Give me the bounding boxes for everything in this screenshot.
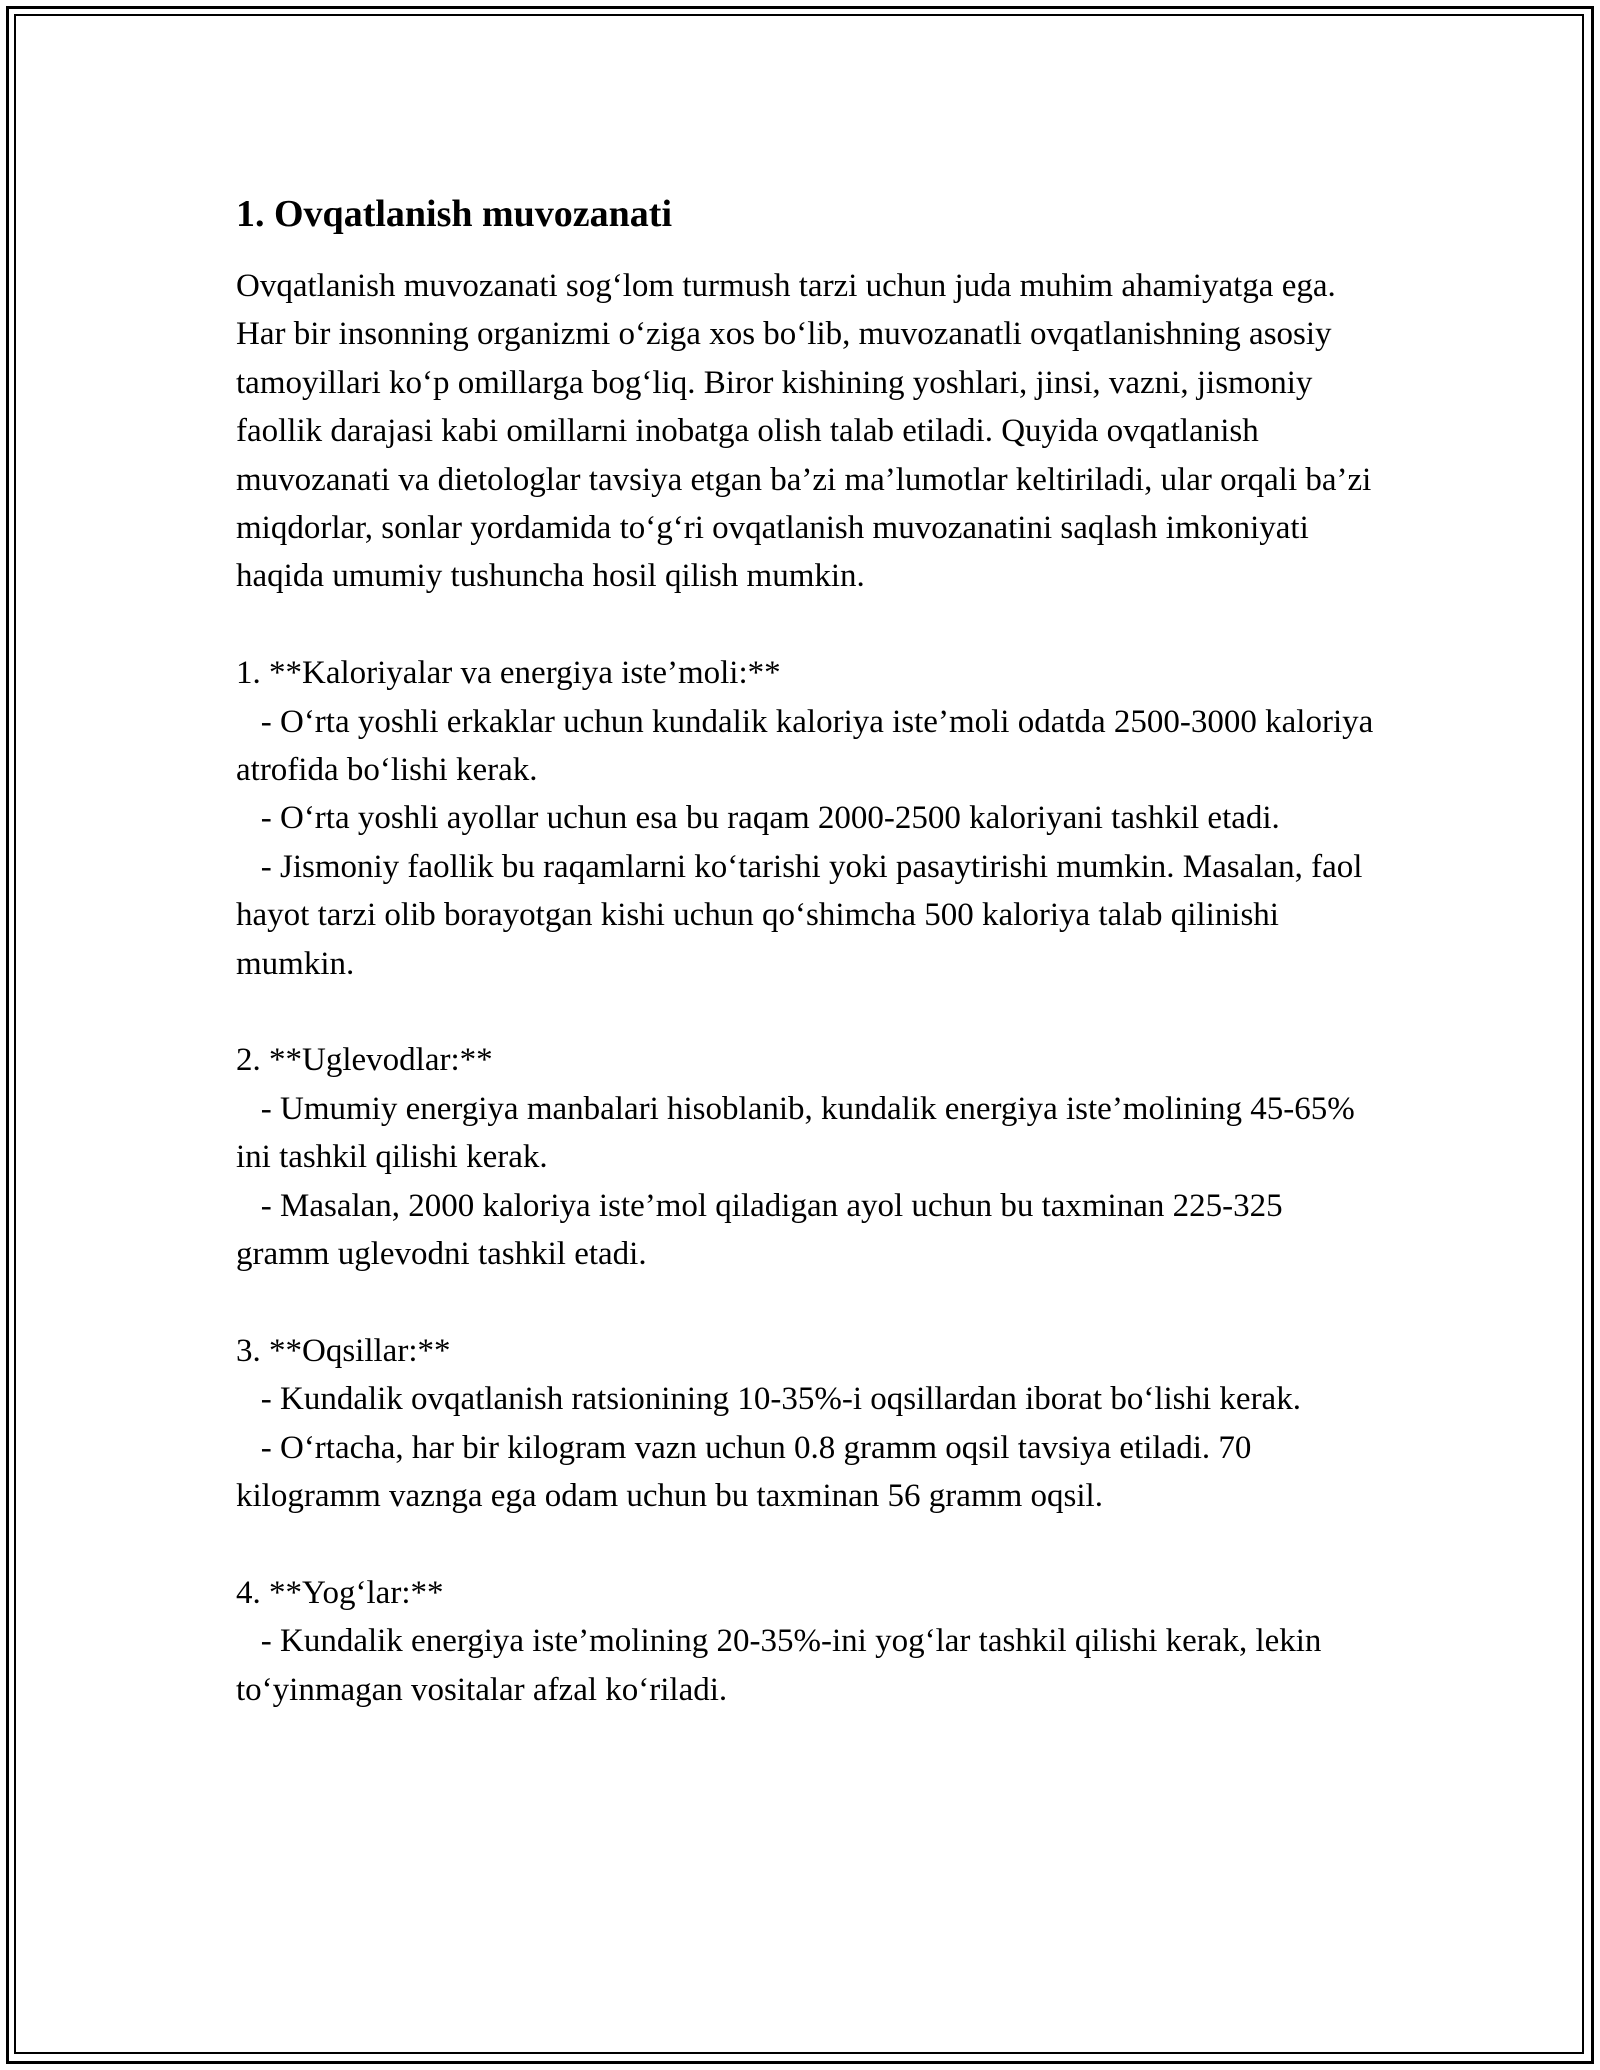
spacer <box>236 1279 1376 1327</box>
list-item: - Kundalik ovqatlanish ratsionining 10-35%-i oqsillardan iborat bo‘lishi kerak. <box>236 1381 1301 1418</box>
section-carbohydrates <box>236 1036 1376 1278</box>
intro-paragraph: Ovqatlanish muvozanati sog‘lom turmush tarzi uchun juda muhim ahamiyatga ega. Har bir insonning organizmi o‘ziga xos bo‘lib, muvozanatli ovqatlanishning asosiy tamoyillari ko‘p omillarga bog‘liq. Biror kishining yoshlari, jinsi, vazni, jismoniy faollik darajasi kabi omillarni inobatga olish talab etiladi. Quyida ovqatlanish muvozanati va dietologlar tavsiya etgan ba’zi ma’lumotlar keltiriladi, ular orqali ba’zi miqdorlar, sonlar yordamida to‘g‘ri ovqatlanish muvozanatini saqlash imkoniyati haqida umumiy tushuncha hosil qilish mumkin. <box>236 268 1380 595</box>
list-item: - Jismoniy faollik bu raqamlarni ko‘tarishi yoki pasaytirishi mumkin. Masalan, faol hayot tarzi olib borayotgan kishi uchun qo‘shimcha 500 kaloriya talab qilinishi mumkin. <box>236 848 1371 982</box>
section-calories <box>236 649 1382 988</box>
list-item: - O‘rta yoshli erkaklar uchun kundalik kaloriya iste’moli odatda 2500-3000 kaloriya atrofida bo‘lishi kerak. <box>236 703 1382 789</box>
section-heading: 2. **Uglevodlar:** <box>236 1042 493 1079</box>
section-fats <box>236 1569 1376 1714</box>
list-item: - Masalan, 2000 kaloriya iste’mol qiladigan ayol uchun bu taxminan 225-325 gramm uglevodni tashkil etadi. <box>236 1187 1291 1273</box>
document-body <box>236 186 1382 1714</box>
section-title: 1. Ovqatlanish muvozanati <box>236 193 673 235</box>
spacer <box>236 1521 1376 1569</box>
list-item: - O‘rta yoshli ayollar uchun esa bu raqam 2000-2500 kaloriyani tashkil etadi. <box>236 800 1280 837</box>
list-item: - Kundalik energiya iste’molining 20-35%-ini yog‘lar tashkil qilishi kerak, lekin to‘yinmagan vositalar afzal ko‘riladi. <box>236 1623 1330 1708</box>
section-heading: 3. **Oqsillar:** <box>236 1332 451 1369</box>
section-heading: 1. **Kaloriyalar va energiya iste’moli:** <box>236 655 781 692</box>
list-item: - Umumiy energiya manbalari hisoblanib, kundalik energiya iste’molining 45-65% ini tashkil qilishi kerak. <box>236 1090 1363 1176</box>
section-proteins <box>236 1327 1376 1521</box>
section-heading: 4. **Yog‘lar:** <box>236 1574 444 1611</box>
list-item: - O‘rtacha, har bir kilogram vazn uchun 0.8 gramm oqsil tavsiya etiladi. 70 kilogramm vaznga ega odam uchun bu taxminan 56 gramm oqsil. <box>236 1429 1260 1515</box>
spacer <box>236 601 1376 649</box>
spacer <box>236 988 1376 1036</box>
